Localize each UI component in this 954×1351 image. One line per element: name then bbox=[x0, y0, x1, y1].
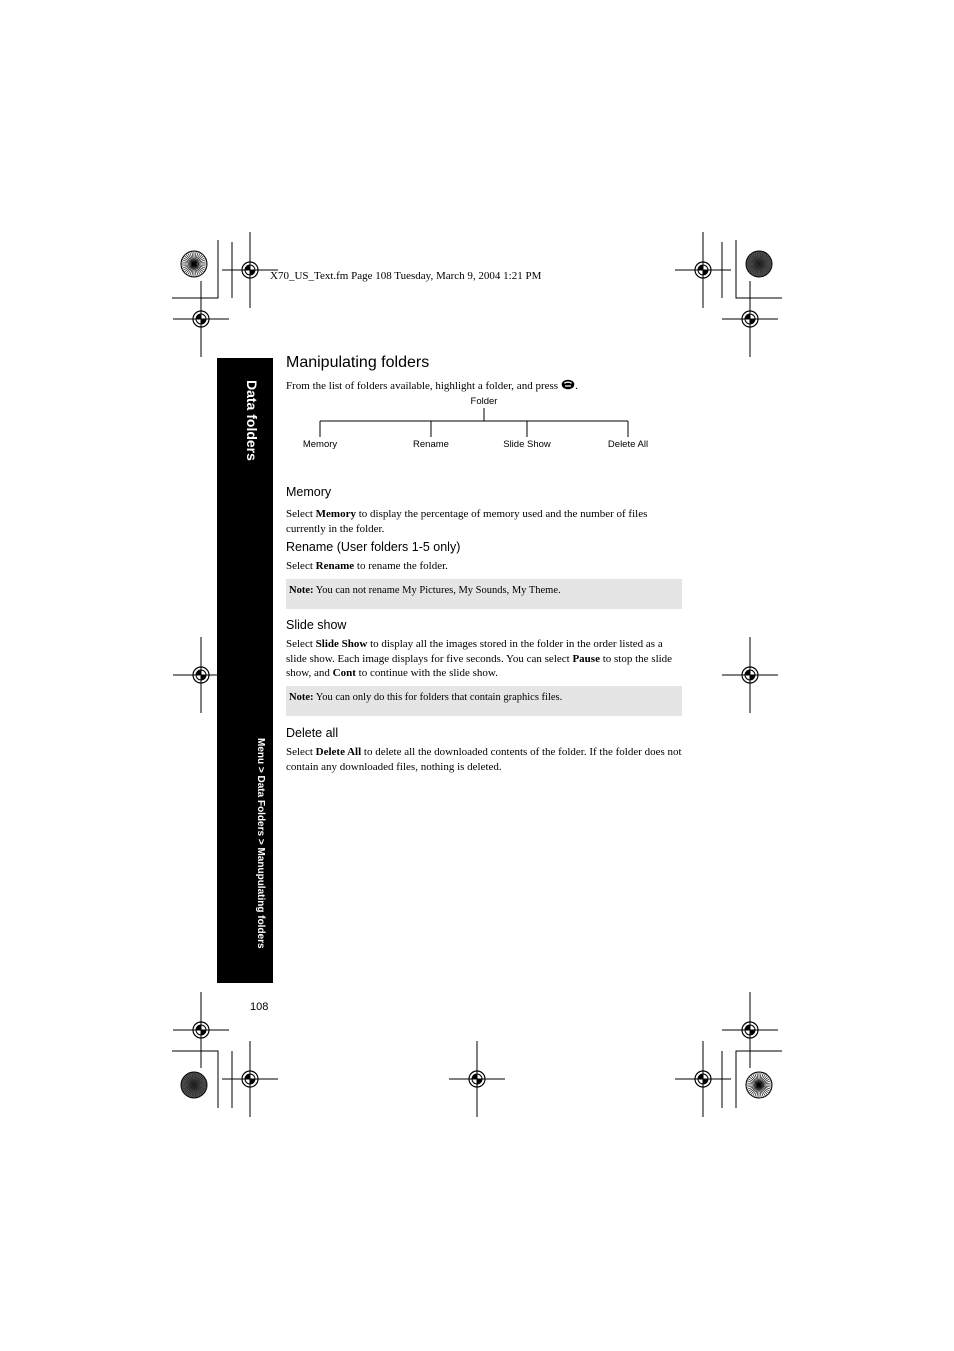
color-target-icon bbox=[181, 1072, 207, 1098]
registration-mark-icon bbox=[675, 1041, 731, 1117]
tree-child-slide-show: Slide Show bbox=[503, 439, 551, 450]
text-run: Select bbox=[286, 560, 316, 572]
registration-mark-icon bbox=[722, 992, 778, 1068]
section-title-delete-all: Delete all bbox=[286, 726, 339, 740]
text-run: to delete all the downloaded contents of the folder. If the folder does not contain any downloaded files, nothing is deleted. bbox=[286, 746, 682, 773]
registration-mark-icon bbox=[449, 1041, 505, 1117]
text-run: to stop the slide show, and bbox=[286, 652, 673, 679]
rename-paragraph bbox=[286, 559, 684, 574]
section-title-slide-show: Slide show bbox=[286, 618, 347, 632]
text-run: Select bbox=[286, 638, 316, 650]
tree-child-rename: Rename bbox=[413, 439, 449, 450]
text-run: to display all the images stored in the folder in the order listed as a slide show. Each image displays for five seconds. You can select bbox=[286, 638, 663, 665]
note-box-slide-show bbox=[286, 686, 682, 716]
note-label: Note: bbox=[289, 585, 314, 596]
note-text bbox=[289, 585, 561, 596]
tree-child-delete-all: Delete All bbox=[607, 439, 649, 450]
bold-term: Cont bbox=[332, 667, 356, 679]
registration-mark-icon bbox=[222, 1041, 278, 1117]
intro-text: From the list of folders available, highlight a folder, and press bbox=[286, 380, 559, 392]
text-run: to display the percentage of memory used and the number of files currently in the folder. bbox=[286, 508, 648, 535]
tree-child-memory: Memory bbox=[302, 439, 338, 450]
section-title-rename: Rename (User folders 1-5 only) bbox=[286, 540, 461, 554]
text-run: Select bbox=[286, 508, 316, 520]
section-title-memory: Memory bbox=[286, 485, 332, 499]
tree-root-folder: Folder bbox=[470, 396, 498, 407]
slide-show-paragraph bbox=[286, 637, 684, 681]
memory-paragraph bbox=[286, 507, 684, 536]
page-number: 108 bbox=[250, 1001, 269, 1013]
note-label: Note: bbox=[289, 692, 314, 703]
text-run: You can only do this for folders that contain graphics files. bbox=[313, 692, 563, 703]
text-run: Select bbox=[286, 746, 316, 758]
note-box-rename bbox=[286, 579, 682, 609]
bold-term: Delete All bbox=[315, 746, 362, 758]
intro-end: . bbox=[575, 380, 578, 392]
registration-mark-icon bbox=[173, 992, 229, 1068]
note-text bbox=[289, 692, 562, 703]
tree-connectors bbox=[0, 0, 954, 460]
registration-mark-icon bbox=[722, 637, 778, 713]
file-header-line: X70_US_Text.fm Page 108 Tuesday, March 9, 2004 1:21 PM bbox=[270, 270, 542, 282]
bold-term: Slide Show bbox=[315, 638, 368, 650]
text-run: to rename the folder. bbox=[354, 560, 448, 572]
page-title: Manipulating folders bbox=[286, 354, 430, 371]
text-run: You can not rename My Pictures, My Sounds, My Theme. bbox=[313, 585, 561, 596]
sidebar-title: Data folders bbox=[244, 380, 260, 461]
bold-term: Pause bbox=[572, 652, 600, 665]
bold-term: Rename bbox=[315, 560, 355, 572]
delete-all-paragraph bbox=[286, 745, 684, 774]
color-target-icon bbox=[746, 1072, 772, 1098]
sidebar-breadcrumb: Menu > Data Folders > Manupulating folders bbox=[255, 738, 266, 949]
bold-term: Memory bbox=[315, 508, 356, 520]
text-run: to continue with the slide show. bbox=[355, 667, 498, 679]
